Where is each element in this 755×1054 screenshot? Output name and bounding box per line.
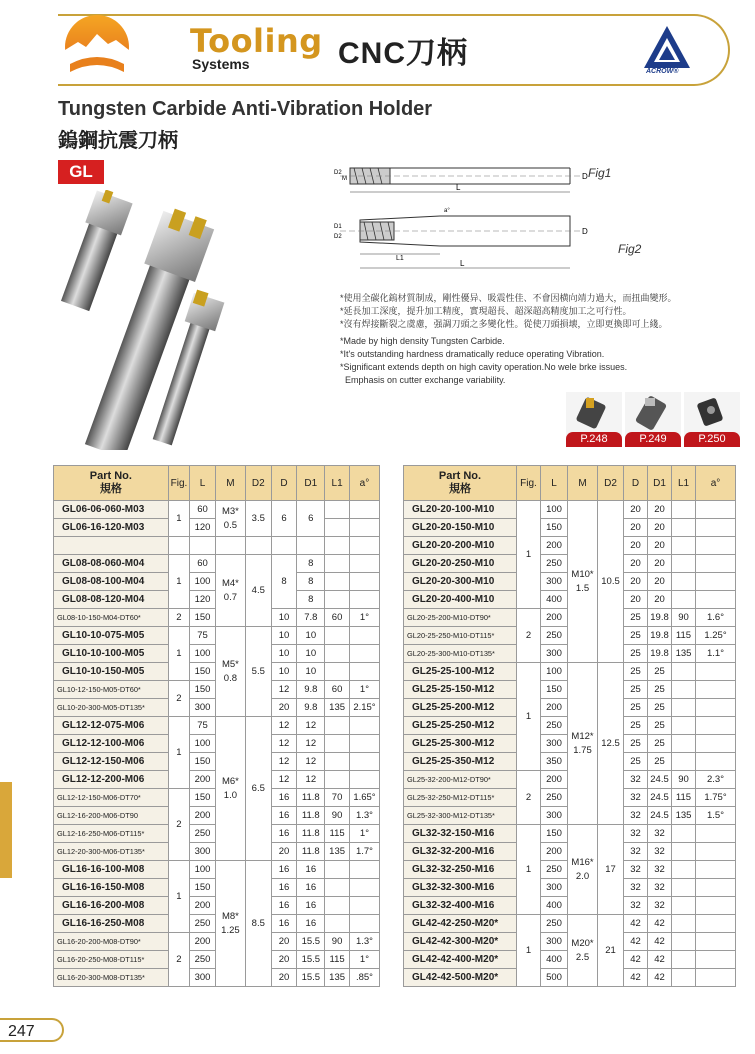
note-en-2: *It's outstanding hardness dramatically reduce operating Vibration. — [340, 349, 605, 359]
fig2-d2-label: D2 — [334, 234, 342, 240]
page-number: 247 — [0, 1018, 64, 1042]
page-title-cn: 鎢鋼抗震刀柄 — [58, 130, 178, 152]
table-row: GL10-20-300-M05-DT135* 300 20 9.8 135 2.15° — [54, 699, 380, 717]
spec-table-left — [53, 465, 380, 987]
table-row: GL16-20-300-M08-DT135* 300 20 15.5 135 .85° — [54, 969, 380, 987]
table-row: GL25-25-250-M12 250 25 25 — [404, 717, 736, 735]
table-row: GL10-10-150-M05 150 10 10 — [54, 663, 380, 681]
table-row: GL10-10-100-M05 100 10 10 — [54, 645, 380, 663]
table-row: GL12-16-250-M06-DT115* 250 16 11.8 115 1° — [54, 825, 380, 843]
fig2-label: Fig2 — [618, 242, 642, 256]
table-row: GL42-42-500-M20* 500 42 42 — [404, 969, 736, 987]
table-row: GL12-12-075-M06 1 75 M6* 1.0 6.5 12 12 — [54, 717, 380, 735]
side-tab-marker — [0, 782, 12, 878]
product-photo — [55, 190, 305, 450]
fig1-d2-label: D2 — [334, 170, 342, 176]
fig2-l-label: L — [460, 259, 465, 268]
table-row: GL25-32-200-M12-DT90* 2 200 32 24.5 90 2.3° — [404, 771, 736, 789]
table-row: GL25-25-300-M12 300 25 25 — [404, 735, 736, 753]
table-row: GL08-08-100-M04 100 8 — [54, 573, 380, 591]
col-l1: L1 — [325, 466, 350, 501]
page-title: Tungsten Carbide Anti-Vibration Holder — [58, 98, 433, 120]
col-l1: L1 — [672, 466, 696, 501]
sun-mountain-logo-icon — [64, 14, 130, 80]
col-fig: Fig. — [168, 466, 189, 501]
col-d: D — [624, 466, 648, 501]
table-row: GL06-16-120-M03 120 — [54, 519, 380, 537]
col-part-no: Part No. 規格 — [404, 466, 517, 501]
note-en-1: *Made by high density Tungsten Carbide. — [340, 336, 505, 346]
table-row: GL20-25-250-M10-DT115* 250 25 19.8 115 1.25° — [404, 627, 736, 645]
table-row: GL20-20-100-M10 1 100 M10* 1.5 10.5 20 20 — [404, 501, 736, 519]
col-l: L — [190, 466, 216, 501]
acrow-logo-text: ACROW® — [646, 68, 679, 75]
col-m: M — [568, 466, 598, 501]
technical-drawing — [320, 150, 610, 280]
col-a: a° — [696, 466, 736, 501]
table-row: GL08-08-120-M04 120 8 — [54, 591, 380, 609]
col-d1: D1 — [297, 466, 325, 501]
table-row: GL16-20-250-M08-DT115* 250 20 15.5 115 1° — [54, 951, 380, 969]
table-row: GL08-10-150-M04-DT60* 2 150 10 7.8 60 1° — [54, 609, 380, 627]
brand-systems: Systems — [192, 56, 250, 72]
table-row: GL20-20-300-M10 300 20 20 — [404, 573, 736, 591]
note-cn-2: *延長加工深度，提升加工精度，實現超長、超深超高精度加工之可行性。 — [340, 306, 632, 316]
note-en-4: Emphasis on cutter exchange variability. — [345, 375, 506, 385]
table-row: GL20-25-300-M10-DT135* 300 25 19.8 135 1.1° — [404, 645, 736, 663]
col-fig: Fig. — [517, 466, 541, 501]
table-row: GL20-20-400-M10 400 20 20 — [404, 591, 736, 609]
feature-notes — [340, 292, 735, 387]
col-a: a° — [349, 466, 379, 501]
col-part-no: Part No. 規格 — [54, 466, 169, 501]
table-row-empty — [54, 537, 380, 555]
table-row: GL25-32-300-M12-DT135* 300 32 24.5 135 1.5° — [404, 807, 736, 825]
table-row: GL25-25-150-M12 150 25 25 — [404, 681, 736, 699]
table-row: GL12-12-150-M06-DT70* 2 150 16 11.8 70 1.65° — [54, 789, 380, 807]
table-row: GL32-32-150-M16 1 150 M16* 2.0 17 32 32 — [404, 825, 736, 843]
col-d2: D2 — [245, 466, 271, 501]
insert-link-p249[interactable]: P.249 — [625, 432, 681, 447]
table-row: GL25-32-250-M12-DT115* 250 32 24.5 115 1.75° — [404, 789, 736, 807]
col-d1: D1 — [648, 466, 672, 501]
spec-table-right — [403, 465, 736, 987]
note-en-3: *Significant extends depth on high cavity operation.No wele brke issues. — [340, 362, 628, 372]
fig1-label: Fig1 — [588, 166, 612, 180]
col-l: L — [541, 466, 568, 501]
table-row: GL16-16-150-M08 150 16 16 — [54, 879, 380, 897]
table-row: GL20-20-200-M10 200 20 20 — [404, 537, 736, 555]
brand-tooling: Tooling — [190, 22, 323, 60]
table-header-row — [404, 466, 736, 501]
note-cn-3: *沒有焊接斷裂之虞慮，强調刀頭之多變化性。從使刀頭損壊，立即更換即可上綫。 — [340, 319, 668, 329]
table-row: GL16-20-200-M08-DT90* 2 200 20 15.5 90 1.3° — [54, 933, 380, 951]
header-title-cn: CNC刀柄 — [338, 37, 468, 70]
table-row: GL32-32-400-M16 400 32 32 — [404, 897, 736, 915]
table-row: GL08-08-060-M04 1 60 M4* 0.7 4.5 8 8 — [54, 555, 380, 573]
table-row: GL42-42-400-M20* 400 42 42 — [404, 951, 736, 969]
table-row: GL12-12-100-M06 100 12 12 — [54, 735, 380, 753]
fig2-d1-label: D1 — [334, 224, 342, 230]
fig2-l1-label: L1 — [396, 255, 404, 262]
fig2-d-label: D — [582, 227, 588, 236]
table-row: GL16-16-100-M08 1 100 M8* 1.25 8.5 16 16 — [54, 861, 380, 879]
col-m: M — [215, 466, 245, 501]
table-row: GL42-42-250-M20* 1 250 M20* 2.5 21 42 42 — [404, 915, 736, 933]
table-row: GL16-16-200-M08 200 16 16 — [54, 897, 380, 915]
table-row: GL42-42-300-M20* 300 42 42 — [404, 933, 736, 951]
table-row: GL25-25-200-M12 200 25 25 — [404, 699, 736, 717]
table-row: GL12-20-300-M06-DT135* 300 20 11.8 135 1.7° — [54, 843, 380, 861]
table-row: GL32-32-300-M16 300 32 32 — [404, 879, 736, 897]
table-row: GL25-25-100-M12 1 100 M12* 1.75 12.5 25 25 — [404, 663, 736, 681]
table-row: GL32-32-250-M16 250 32 32 — [404, 861, 736, 879]
series-badge: GL — [58, 160, 104, 184]
insert-link-p250[interactable]: P.250 — [684, 432, 740, 447]
note-cn-1: *使用全碳化鎢材質制成，剛性優异、吸震性佳、不會因横向靖力過大，而扭曲變形。 — [340, 293, 677, 303]
fig1-m-label: M — [342, 176, 347, 182]
table-row: GL06-06-060-M03 1 60 M3* 0.5 3.5 6 6 — [54, 501, 380, 519]
table-row: GL12-16-200-M06-DT90 200 16 11.8 90 1.3° — [54, 807, 380, 825]
fig1-l-label: L — [456, 183, 461, 192]
table-row: GL20-20-250-M10 250 20 20 — [404, 555, 736, 573]
table-row: GL20-25-200-M10-DT90* 2 200 25 19.8 90 1.6° — [404, 609, 736, 627]
table-row: GL10-10-075-M05 1 75 M5* 0.8 5.5 10 10 — [54, 627, 380, 645]
col-d2: D2 — [598, 466, 624, 501]
table-row: GL12-12-200-M06 200 12 12 — [54, 771, 380, 789]
fig1-d-label: D — [582, 172, 588, 181]
table-row: GL20-20-150-M10 150 20 20 — [404, 519, 736, 537]
table-row: GL10-12-150-M05-DT60* 2 150 12 9.8 60 1° — [54, 681, 380, 699]
table-row: GL16-16-250-M08 250 16 16 — [54, 915, 380, 933]
insert-link-p248[interactable]: P.248 — [566, 432, 622, 447]
fig2-a-label: a° — [444, 208, 450, 214]
table-row: GL12-12-150-M06 150 12 12 — [54, 753, 380, 771]
table-row: GL32-32-200-M16 200 32 32 — [404, 843, 736, 861]
table-row: GL25-25-350-M12 350 25 25 — [404, 753, 736, 771]
table-header-row — [54, 466, 380, 501]
col-d: D — [271, 466, 297, 501]
